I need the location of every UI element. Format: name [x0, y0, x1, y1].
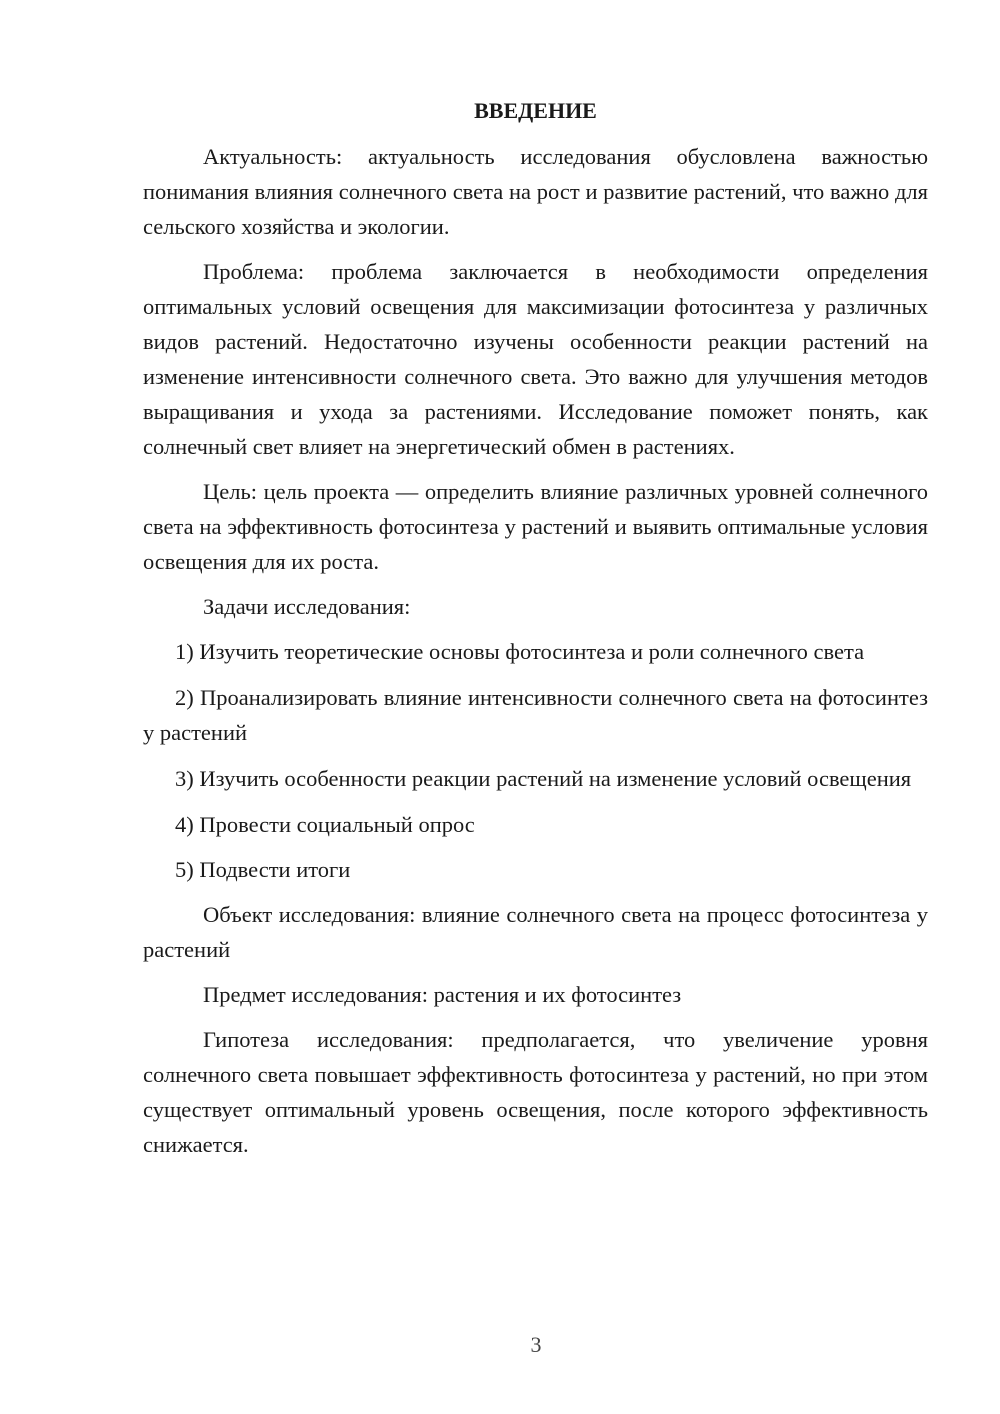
page-number: 3	[530, 1332, 542, 1357]
task-item-2: 2) Проанализировать влияние интенсивности солнечного света на фотосинтез у растений	[143, 685, 928, 745]
tasks-heading: Задачи исследования:	[203, 594, 411, 619]
task-item-1: 1) Изучить теоретические основы фотосинтеза и роли солнечного света	[175, 639, 865, 664]
task-item-3: 3) Изучить особенности реакции растений на изменение условий освещения	[175, 766, 912, 791]
hypothesis-paragraph: Гипотеза исследования: предполагается, что увеличение уровня солнечного света повышает эффективность фотосинтеза у растений, но при этом существует оптимальный уровень освещения, после которого эффективность снижается.	[143, 1027, 928, 1157]
task-item-4: 4) Провести социальный опрос	[175, 812, 475, 837]
task-item-5: 5) Подвести итоги	[175, 857, 351, 882]
problem-paragraph: Проблема: проблема заключается в необходимости определения оптимальных условий освещения для максимизации фотосинтеза у различных видов растений. Недостаточно изучены особенности реакции растений на изменение интенсивности солнечного света. Это важно для улучшения методов выращивания и ухода за растениями. Исследование поможет понять, как солнечный свет влияет на энергетический обмен в растениях.	[143, 259, 928, 459]
relevance-paragraph: Актуальность: актуальность исследования обусловлена важностью понимания влияния солнечного света на рост и развитие растений, что важно для сельского хозяйства и экологии.	[143, 144, 928, 239]
object-paragraph: Объект исследования: влияние солнечного света на процесс фотосинтеза у растений	[143, 902, 928, 962]
document-page	[143, 95, 928, 1172]
page-title: ВВЕДЕНИЕ	[474, 98, 597, 123]
subject-paragraph: Предмет исследования: растения и их фотосинтез	[203, 982, 682, 1007]
goal-paragraph: Цель: цель проекта — определить влияние различных уровней солнечного света на эффективность фотосинтеза у растений и выявить оптимальные условия освещения для их роста.	[143, 479, 928, 574]
